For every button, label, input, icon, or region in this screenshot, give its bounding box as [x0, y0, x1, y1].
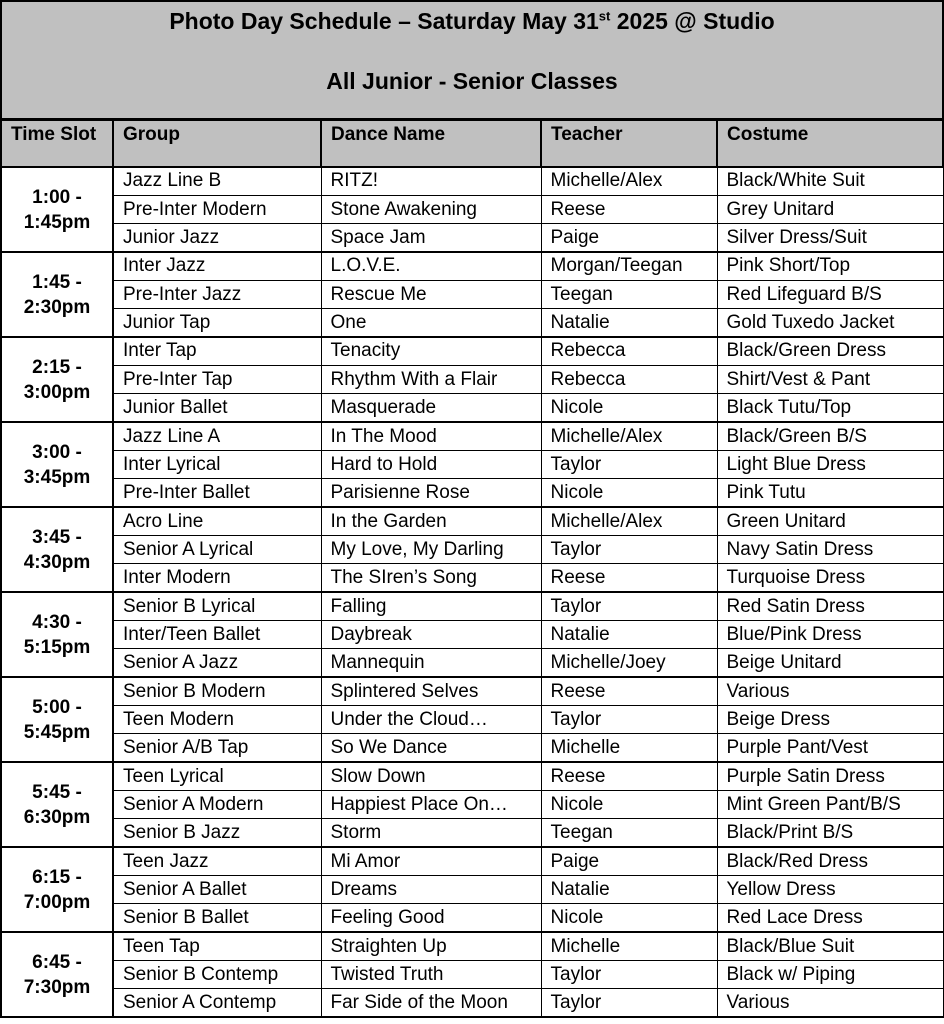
costume-cell: Gold Tuxedo Jacket	[717, 309, 943, 337]
dance-name-cell: Daybreak	[321, 621, 541, 649]
dance-name-cell: Feeling Good	[321, 904, 541, 932]
time-slot-cell: 1:45 - 2:30pm	[1, 252, 113, 337]
dance-name-cell: Storm	[321, 819, 541, 847]
dance-name-cell: My Love, My Darling	[321, 535, 541, 563]
group-cell: Senior A Contemp	[113, 989, 321, 1017]
group-cell: Senior A/B Tap	[113, 734, 321, 762]
costume-cell: Red Lace Dress	[717, 904, 943, 932]
time-slot-cell: 5:00 - 5:45pm	[1, 677, 113, 762]
table-row	[1, 932, 943, 960]
time-slot-cell: 3:45 - 4:30pm	[1, 507, 113, 592]
costume-cell: Various	[717, 989, 943, 1017]
costume-cell: Light Blue Dress	[717, 450, 943, 478]
table-row	[1, 224, 943, 252]
teacher-cell: Morgan/Teegan	[541, 252, 717, 280]
group-cell: Senior B Jazz	[113, 819, 321, 847]
table-row	[1, 280, 943, 308]
dance-name-cell: Straighten Up	[321, 932, 541, 960]
table-row	[1, 876, 943, 904]
costume-cell: Pink Short/Top	[717, 252, 943, 280]
costume-cell: Red Lifeguard B/S	[717, 280, 943, 308]
table-row	[1, 535, 943, 563]
time-slot-cell: 6:15 - 7:00pm	[1, 847, 113, 932]
column-header-group: Group	[113, 120, 321, 167]
costume-cell: Purple Satin Dress	[717, 762, 943, 790]
teacher-cell: Nicole	[541, 394, 717, 422]
dance-name-cell: Mi Amor	[321, 847, 541, 875]
dance-name-cell: Hard to Hold	[321, 450, 541, 478]
time-slot-cell: 1:00 - 1:45pm	[1, 167, 113, 252]
teacher-cell: Taylor	[541, 961, 717, 989]
costume-cell: Black Tutu/Top	[717, 394, 943, 422]
group-cell: Senior A Modern	[113, 791, 321, 819]
teacher-cell: Paige	[541, 224, 717, 252]
costume-cell: Red Satin Dress	[717, 592, 943, 620]
costume-cell: Various	[717, 677, 943, 705]
group-cell: Teen Jazz	[113, 847, 321, 875]
dance-name-cell: Rescue Me	[321, 280, 541, 308]
dance-name-cell: Dreams	[321, 876, 541, 904]
costume-cell: Beige Dress	[717, 706, 943, 734]
table-row	[1, 847, 943, 875]
dance-name-cell: Far Side of the Moon	[321, 989, 541, 1017]
costume-cell: Yellow Dress	[717, 876, 943, 904]
costume-cell: Purple Pant/Vest	[717, 734, 943, 762]
costume-cell: Mint Green Pant/B/S	[717, 791, 943, 819]
table-row	[1, 252, 943, 280]
teacher-cell: Taylor	[541, 706, 717, 734]
dance-name-cell: Mannequin	[321, 649, 541, 677]
teacher-cell: Natalie	[541, 309, 717, 337]
teacher-cell: Teegan	[541, 280, 717, 308]
table-row	[1, 791, 943, 819]
group-cell: Senior A Ballet	[113, 876, 321, 904]
teacher-cell: Michelle	[541, 734, 717, 762]
costume-cell: Blue/Pink Dress	[717, 621, 943, 649]
teacher-cell: Paige	[541, 847, 717, 875]
group-cell: Teen Lyrical	[113, 762, 321, 790]
group-cell: Jazz Line B	[113, 167, 321, 195]
table-row	[1, 677, 943, 705]
page-title	[2, 8, 942, 34]
teacher-cell: Taylor	[541, 535, 717, 563]
teacher-cell: Natalie	[541, 876, 717, 904]
table-row	[1, 961, 943, 989]
table-row	[1, 621, 943, 649]
costume-cell: Black/Blue Suit	[717, 932, 943, 960]
group-cell: Inter Tap	[113, 337, 321, 365]
schedule-table	[0, 119, 944, 1018]
table-row	[1, 649, 943, 677]
table-row	[1, 337, 943, 365]
teacher-cell: Natalie	[541, 621, 717, 649]
table-row	[1, 564, 943, 592]
costume-cell: Black w/ Piping	[717, 961, 943, 989]
group-cell: Junior Jazz	[113, 224, 321, 252]
time-slot-cell: 4:30 - 5:15pm	[1, 592, 113, 677]
table-row	[1, 762, 943, 790]
costume-cell: Black/Green Dress	[717, 337, 943, 365]
teacher-cell: Taylor	[541, 592, 717, 620]
group-cell: Junior Tap	[113, 309, 321, 337]
group-cell: Jazz Line A	[113, 422, 321, 450]
teacher-cell: Reese	[541, 762, 717, 790]
group-cell: Senior B Modern	[113, 677, 321, 705]
group-cell: Inter Lyrical	[113, 450, 321, 478]
group-cell: Acro Line	[113, 507, 321, 535]
schedule-body	[1, 167, 943, 1017]
group-cell: Pre-Inter Ballet	[113, 479, 321, 507]
table-row	[1, 309, 943, 337]
costume-cell: Pink Tutu	[717, 479, 943, 507]
dance-name-cell: Falling	[321, 592, 541, 620]
teacher-cell: Nicole	[541, 791, 717, 819]
table-row	[1, 989, 943, 1017]
table-row	[1, 507, 943, 535]
group-cell: Junior Ballet	[113, 394, 321, 422]
teacher-cell: Taylor	[541, 989, 717, 1017]
group-cell: Teen Tap	[113, 932, 321, 960]
group-cell: Senior B Contemp	[113, 961, 321, 989]
dance-name-cell: Space Jam	[321, 224, 541, 252]
table-row	[1, 167, 943, 195]
dance-name-cell: The SIren’s Song	[321, 564, 541, 592]
table-row	[1, 394, 943, 422]
costume-cell: Beige Unitard	[717, 649, 943, 677]
group-cell: Inter Jazz	[113, 252, 321, 280]
header-row	[1, 120, 943, 167]
teacher-cell: Reese	[541, 195, 717, 223]
costume-cell: Black/Print B/S	[717, 819, 943, 847]
group-cell: Senior A Lyrical	[113, 535, 321, 563]
teacher-cell: Rebecca	[541, 337, 717, 365]
dance-name-cell: Slow Down	[321, 762, 541, 790]
dance-name-cell: In the Garden	[321, 507, 541, 535]
table-row	[1, 195, 943, 223]
costume-cell: Navy Satin Dress	[717, 535, 943, 563]
title-main: Photo Day Schedule – Saturday May 31	[169, 8, 599, 34]
dance-name-cell: Rhythm With a Flair	[321, 365, 541, 393]
costume-cell: Shirt/Vest & Pant	[717, 365, 943, 393]
table-row	[1, 904, 943, 932]
table-row	[1, 365, 943, 393]
group-cell: Inter Modern	[113, 564, 321, 592]
costume-cell: Black/Green B/S	[717, 422, 943, 450]
group-cell: Senior A Jazz	[113, 649, 321, 677]
teacher-cell: Rebecca	[541, 365, 717, 393]
schedule-header	[0, 0, 944, 120]
costume-cell: Green Unitard	[717, 507, 943, 535]
teacher-cell: Reese	[541, 564, 717, 592]
table-row	[1, 734, 943, 762]
costume-cell: Turquoise Dress	[717, 564, 943, 592]
teacher-cell: Teegan	[541, 819, 717, 847]
group-cell: Inter/Teen Ballet	[113, 621, 321, 649]
costume-cell: Silver Dress/Suit	[717, 224, 943, 252]
dance-name-cell: One	[321, 309, 541, 337]
dance-name-cell: In The Mood	[321, 422, 541, 450]
group-cell: Pre-Inter Tap	[113, 365, 321, 393]
teacher-cell: Reese	[541, 677, 717, 705]
dance-name-cell: Stone Awakening	[321, 195, 541, 223]
title-superscript: st	[598, 8, 611, 24]
group-cell: Pre-Inter Modern	[113, 195, 321, 223]
costume-cell: Grey Unitard	[717, 195, 943, 223]
teacher-cell: Nicole	[541, 904, 717, 932]
table-row	[1, 450, 943, 478]
dance-name-cell: Twisted Truth	[321, 961, 541, 989]
time-slot-cell: 3:00 - 3:45pm	[1, 422, 113, 507]
table-row	[1, 706, 943, 734]
dance-name-cell: Tenacity	[321, 337, 541, 365]
column-header-costume: Costume	[717, 120, 943, 167]
title-tail: 2025 @ Studio	[610, 8, 775, 34]
group-cell: Pre-Inter Jazz	[113, 280, 321, 308]
group-cell: Senior B Ballet	[113, 904, 321, 932]
table-row	[1, 819, 943, 847]
teacher-cell: Michelle/Alex	[541, 422, 717, 450]
dance-name-cell: So We Dance	[321, 734, 541, 762]
group-cell: Teen Modern	[113, 706, 321, 734]
teacher-cell: Michelle	[541, 932, 717, 960]
dance-name-cell: Splintered Selves	[321, 677, 541, 705]
page-subtitle: All Junior - Senior Classes	[326, 68, 618, 94]
dance-name-cell: Happiest Place On…	[321, 791, 541, 819]
dance-name-cell: L.O.V.E.	[321, 252, 541, 280]
teacher-cell: Taylor	[541, 450, 717, 478]
time-slot-cell: 5:45 - 6:30pm	[1, 762, 113, 847]
teacher-cell: Michelle/Alex	[541, 507, 717, 535]
costume-cell: Black/Red Dress	[717, 847, 943, 875]
column-header-time-slot: Time Slot	[1, 120, 113, 167]
table-row	[1, 592, 943, 620]
group-cell: Senior B Lyrical	[113, 592, 321, 620]
dance-name-cell: Under the Cloud…	[321, 706, 541, 734]
teacher-cell: Michelle/Alex	[541, 167, 717, 195]
costume-cell: Black/White Suit	[717, 167, 943, 195]
column-header-dance-name: Dance Name	[321, 120, 541, 167]
time-slot-cell: 2:15 - 3:00pm	[1, 337, 113, 422]
teacher-cell: Nicole	[541, 479, 717, 507]
dance-name-cell: RITZ!	[321, 167, 541, 195]
table-row	[1, 479, 943, 507]
dance-name-cell: Masquerade	[321, 394, 541, 422]
time-slot-cell: 6:45 - 7:30pm	[1, 932, 113, 1017]
table-row	[1, 422, 943, 450]
column-header-teacher: Teacher	[541, 120, 717, 167]
dance-name-cell: Parisienne Rose	[321, 479, 541, 507]
teacher-cell: Michelle/Joey	[541, 649, 717, 677]
